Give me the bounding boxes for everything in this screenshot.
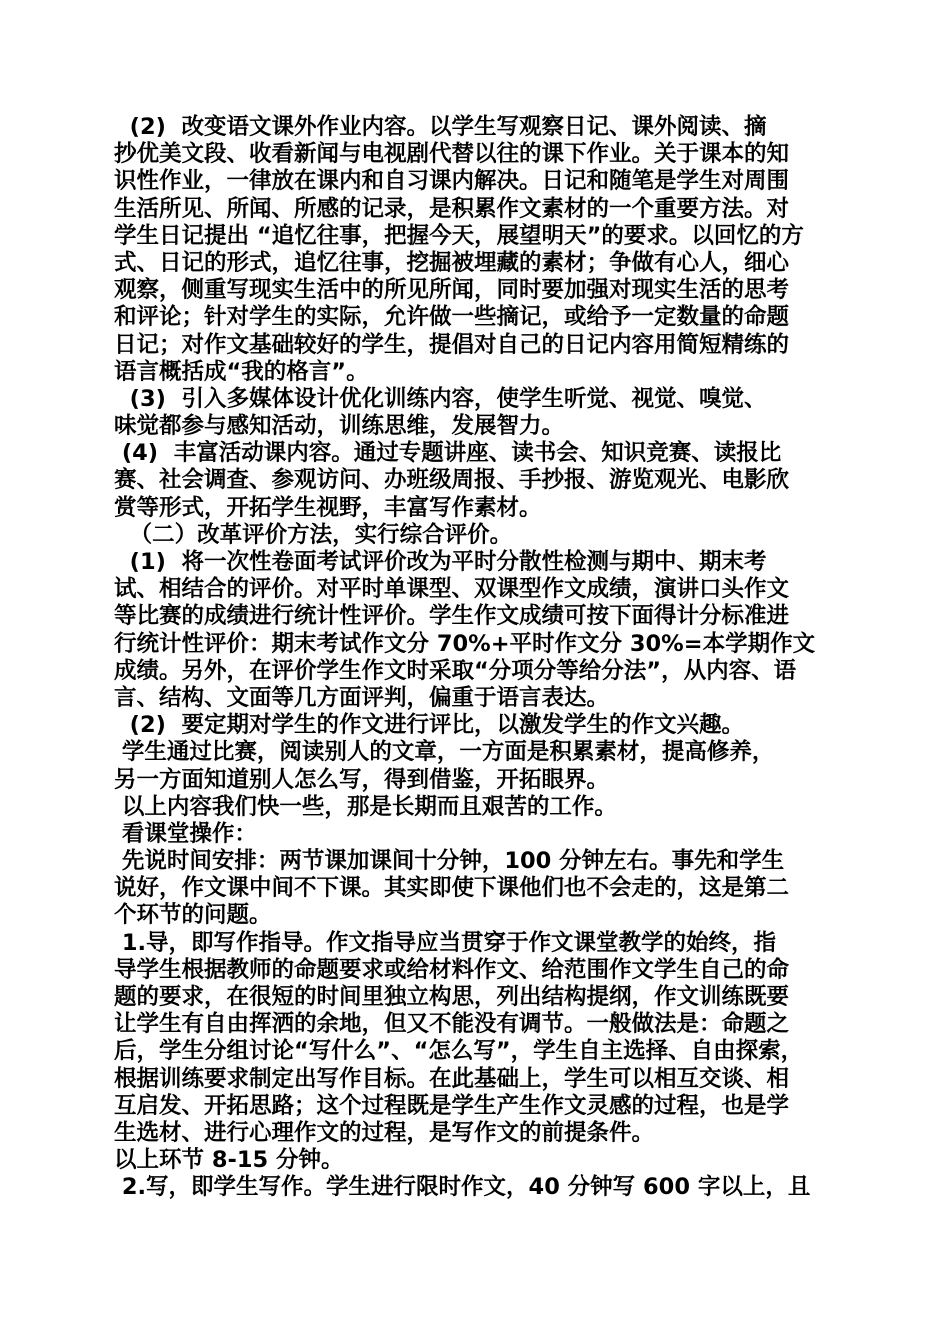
text-line: 和评论；针对学生的实际，允许做一些摘记，或给予一定数量的命题	[114, 304, 790, 331]
text-line: 言、结构、文面等几方面评判，偏重于语言表达。	[114, 684, 610, 711]
text-line: 味觉都参与感知活动，训练思维，发展智力。	[114, 413, 565, 440]
text-line: (2) 要定期对学生的作文进行评比，以激发学生的作文兴趣。	[114, 712, 745, 739]
text-line: （二）改革评价方法，实行综合评价。	[114, 521, 513, 548]
text-line: 式、日记的形式，追忆往事，挖掘被埋藏的素材；争做有心人，细心	[114, 249, 790, 276]
text-line: 行统计性评价：期末考试作文分 70%+平时作文分 30%=本学期作文	[114, 630, 816, 657]
text-line: 以上内容我们快一些，那是长期而且艰苦的工作。	[114, 793, 617, 820]
text-line: 导学生根据教师的命题要求或给材料作文、给范围作文学生自己的命	[114, 956, 790, 983]
text-line: 学生日记提出 “追忆往事，把握今天，展望明天”的要求。以回忆的方	[114, 222, 804, 249]
text-line: 抄优美文段、收看新闻与电视剧代替以往的课下作业。关于课本的知	[114, 141, 790, 168]
text-line: 试、相结合的评价。对平时单课型、双课型作文成绩，演讲口头作文	[114, 576, 790, 603]
text-line: 识性作业，一律放在课内和自习课内解决。日记和随笔是学生对周围	[114, 168, 790, 195]
text-line: (3) 引入多媒体设计优化训练内容，使学生听觉、视觉、嗅觉、	[114, 385, 767, 412]
text-line: 成绩。另外，在评价学生作文时采取“分项分等给分法”，从内容、语	[114, 657, 797, 684]
text-line: 根据训练要求制定出写作目标。在此基础上，学生可以相互交谈、相	[114, 1065, 790, 1092]
text-line: (1) 将一次性卷面考试评价改为平时分散性检测与期中、期末考	[114, 549, 767, 575]
text-line: 生活所见、所闻、所感的记录，是积累作文素材的一个重要方法。对	[114, 195, 790, 222]
text-line: 观察，侧重写现实生活中的所见所闻，同时要加强对现实生活的思考	[114, 277, 790, 304]
text-line: 学生通过比赛，阅读别人的文章，一方面是积累素材，提高修养，	[114, 739, 775, 766]
text-line: 说好，作文课中间不下课。其实即使下课他们也不会走的，这是第二	[114, 875, 790, 902]
text-line: 赏等形式，开拓学生视野，丰富写作素材。	[114, 494, 542, 521]
text-line: 另一方面知道别人怎么写，得到借鉴，开拓眼界。	[114, 766, 610, 793]
text-line: (2) 改变语文课外作业内容。以学生写观察日记、课外阅读、摘	[114, 114, 767, 140]
text-line: (4) 丰富活动课内容。通过专题讲座、读书会、知识竞赛、读报比	[114, 440, 782, 467]
text-line: 个环节的问题。	[114, 902, 272, 929]
text-line: 生选材、进行心理作文的过程，是写作文的前提条件。	[114, 1119, 655, 1146]
text-line: 1.导，即写作指导。作文指导应当贯穿于作文课堂教学的始终，指	[114, 929, 777, 956]
text-line: 以上环节 8-15 分钟。	[114, 1147, 344, 1174]
text-line: 日记；对作文基础较好的学生，提倡对自己的日记内容用简短精练的	[114, 331, 790, 358]
text-line: 让学生有自由挥洒的余地，但又不能没有调节。一般做法是：命题之	[114, 1011, 790, 1038]
text-line: 赛、社会调查、参观访问、办班级周报、手抄报、游览观光、电影欣	[114, 467, 790, 494]
document-body	[114, 114, 840, 1202]
text-line: 互启发、开拓思路；这个过程既是学生产生作文灵感的过程，也是学	[114, 1092, 790, 1119]
text-line: 后，学生分组讨论“写什么”、“怎么写”，学生自主选择、自由探索，	[114, 1038, 804, 1065]
text-line: 语言概括成“我的格言”。	[114, 358, 369, 385]
text-line: 题的要求，在很短的时间里独立构思，列出结构提纲，作文训练既要	[114, 984, 790, 1010]
text-line: 看课堂操作：	[114, 820, 257, 847]
text-line: 等比赛的成绩进行统计性评价。学生作文成绩可按下面得计分标准进	[114, 603, 790, 630]
text-line: 2.写，即学生写作。学生进行限时作文，40 分钟写 600 字以上，且	[114, 1174, 811, 1201]
text-line: 先说时间安排：两节课加课间十分钟，100 分钟左右。事先和学生	[114, 848, 785, 875]
